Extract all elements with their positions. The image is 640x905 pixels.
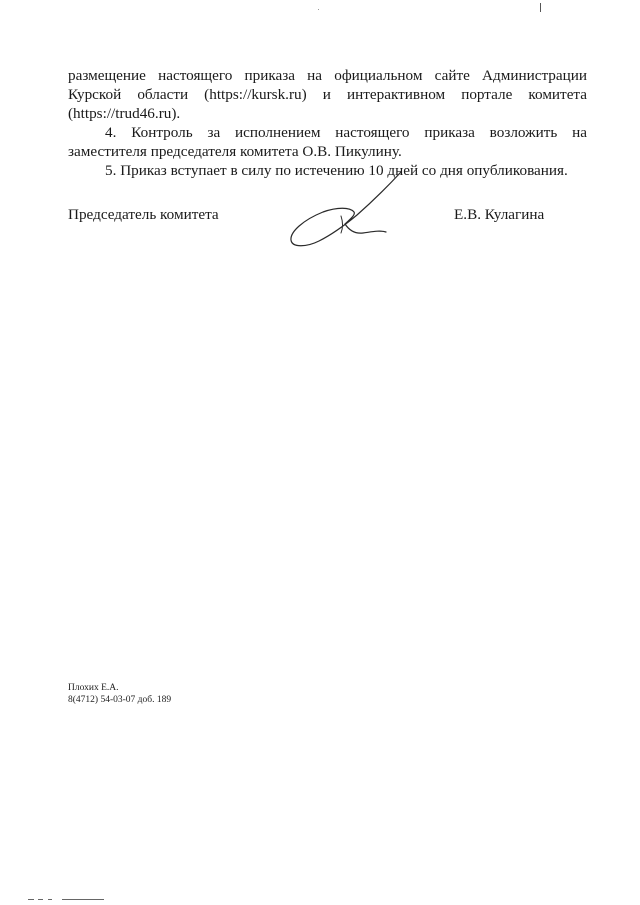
executor-phone: 8(4712) 54-03-07 доб. 189 bbox=[68, 695, 172, 705]
document-body bbox=[68, 66, 587, 180]
signatory-name: Е.В. Кулагина bbox=[454, 206, 545, 223]
paragraph-publication: размещение настоящего приказа на официальном сайте Администрации Курской области (https://kursk.ru) и интерактивном портале комитета (https://trud46.ru). bbox=[68, 67, 587, 122]
paragraph-effective: 5. Приказ вступает в силу по истечению 10 дней со дня опубликования. bbox=[105, 162, 568, 179]
scan-footer-marks bbox=[28, 899, 108, 902]
handwritten-signature bbox=[283, 168, 408, 253]
scan-speck bbox=[318, 9, 319, 10]
executor-name: Плохих Е.А. bbox=[68, 683, 119, 693]
executor-info bbox=[68, 682, 171, 706]
scan-mark bbox=[540, 3, 541, 12]
signatory-title: Председатель комитета bbox=[68, 206, 219, 223]
paragraph-control: 4. Контроль за исполнением настоящего приказа возложить на заместителя председателя комитета О.В. Пикулину. bbox=[68, 124, 587, 160]
